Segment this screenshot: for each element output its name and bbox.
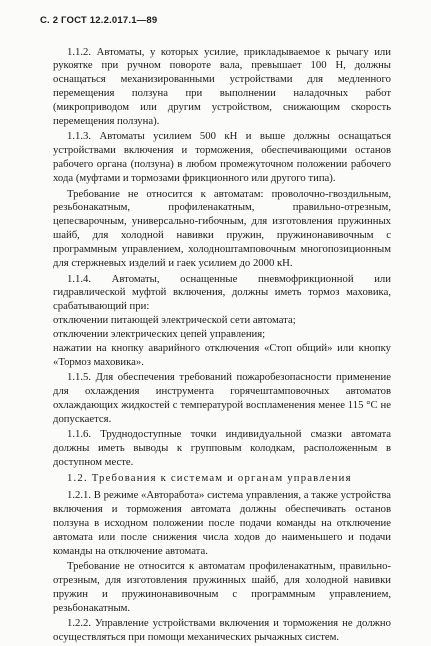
clause-1-1-4: 1.1.4. Автоматы, оснащенные пневмофрикционной или гидравлической муфтой включения, должны иметь тормоз маховика, срабатывающий при: <box>53 272 391 313</box>
list-item: нажатии на кнопку аварийного отключения «Стоп общий» или кнопку «Тормоз маховика». <box>53 342 391 368</box>
clause-1-1-5: 1.1.5. Для обеспечения требований пожаробезопасности применение для охлаждения инструмента горячештамповочных автоматов охлаждающих жидкостей с температурой воспламенения менее 115 °С не допускается. <box>53 371 391 426</box>
clause-1-1-3: 1.1.3. Автоматы усилием 500 кН и выше должны оснащаться устройствами включения и торможения, обеспечивающими останов рабочего органа (ползуна) в любом промежуточном положении рабочего хода (муфтами и тормозами фрикционного или другого типа). <box>53 130 391 185</box>
clause-1-1-3-exception: Требование не относится к автоматам: проволочно-гвоздильным, резьбонакатным, профиленакатным, правильно-отрезным, цепесварочным, универсально-гибочным, для изготовления пружинных шайб, для холодной навивки пружин, пружинонавивочным с программным управлением, холодноштамповочным многопозиционным для стержневых изделий и гаек усилием до 2000 кН. <box>53 187 391 270</box>
document-body <box>53 44 391 645</box>
list-item: отключении электрических цепей управления; <box>53 328 266 341</box>
clause-1-1-2: 1.1.2. Автоматы, у которых усилие, прикладываемое к рычагу или рукоятке при ручном повороте вала, превышает 100 Н, должны оснащаться механизированными устройствами для медленного перемещения ползуна при выполнении наладочных работ (микроприводом или другим устройством, снижающим скорость перемещения ползуна). <box>53 45 391 128</box>
clause-1-2-1-exception: Требование не относится к автоматам профиленакатным, правильно-отрезным, для изготовления пружинных шайб, для холодной навивки пружин и пружинонавивочным с программным управлением, резьбонакатным. <box>53 560 391 614</box>
clause-1-1-6: 1.1.6. Труднодоступные точки индивидуальной смазки автомата должны иметь выводы к групповым колодкам, расположенным в доступном месте. <box>53 428 391 469</box>
list-item: отключении питающей электрической сети автомата; <box>53 314 296 327</box>
clause-1-2-1: 1.2.1. В режиме «Авторабота» система управления, а также устройства включения и торможения автомата должны обеспечивать останов ползуна в исходном положении после подачи команды на отключение автомата или после снижения числа ходов до наименьшего и подачи команды на отключение автомата. <box>53 489 391 557</box>
clause-1-2-2: 1.2.2. Управление устройствами включения и торможения не должно осуществляться при помощи механических рычажных систем. <box>53 617 391 644</box>
section-heading-1-2: 1.2. Требования к системам и органам управления <box>67 472 352 485</box>
page-header: С. 2 ГОСТ 12.2.017.1—89 <box>40 15 158 26</box>
